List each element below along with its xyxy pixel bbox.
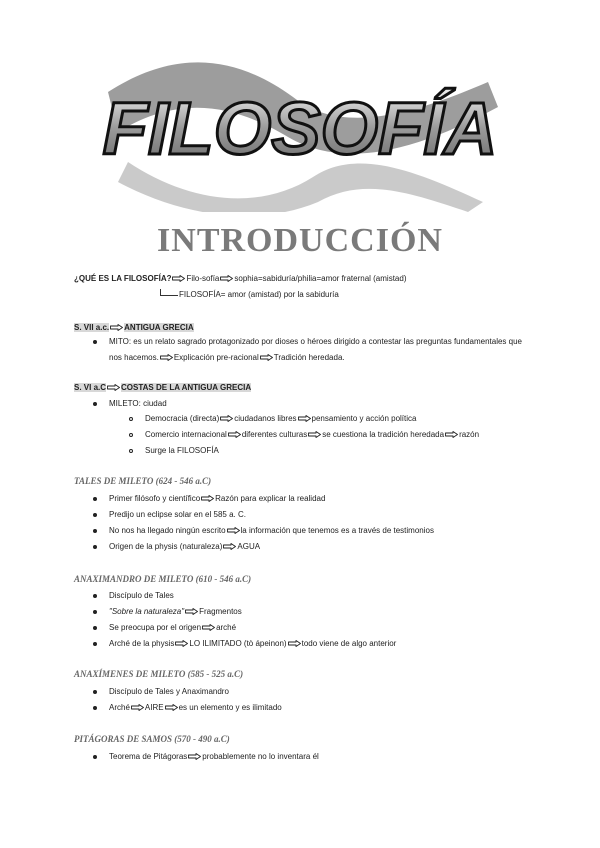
arrow-icon — [110, 324, 123, 331]
list-item: Arché de la physis LO ILIMITADO (tò ápeinon) todo viene de algo anterior — [109, 639, 397, 648]
bullet-icon — [93, 529, 97, 533]
arrow-icon — [227, 527, 240, 534]
bullet-icon — [93, 642, 97, 646]
arrow-icon — [298, 415, 311, 422]
arrow-icon — [228, 431, 241, 438]
bullet-icon — [93, 402, 97, 406]
arrow-icon — [188, 753, 201, 760]
logo-text: FILOSOFÍA — [102, 87, 498, 170]
arrow-icon — [223, 543, 236, 550]
list-item-mito: MITO: es un relato sagrado protagonizado por dioses o héroes dirigido a contestar las preguntas fundamentales que — [109, 337, 522, 346]
bullet-icon — [93, 690, 97, 694]
bullet-icon — [93, 513, 97, 517]
intro-definition-2: FILOSOFÍA= amor (amistad) por la sabiduría — [160, 289, 339, 300]
bullet-icon — [93, 594, 97, 598]
sublist-item: Democracia (directa) ciudadanos libres pensamiento y acción política — [145, 414, 417, 423]
list-item: Se preocupa por el origen arché — [109, 623, 237, 632]
list-item: Teorema de Pitágoras probablemente no lo inventara él — [109, 752, 319, 761]
section-heading-anaximenes: ANAXÍMENES DE MILETO (585 - 525 a.C) — [74, 669, 244, 679]
page-title: INTRODUCCIÓN — [157, 222, 443, 259]
section-heading-anaximandro: ANAXIMANDRO DE MILETO (610 - 546 a.C) — [74, 574, 252, 584]
section-heading-s6: S. VI a.C COSTAS DE LA ANTIGUA GRECIA — [74, 383, 252, 392]
intro-definition: ¿QUÉ ES LA FILOSOFÍA? Filo-sofía sophia=sabiduría/philia=amor fraternal (amistad) — [74, 274, 407, 283]
section-heading-s7: S. VII a.c. ANTIGUA GRECIA — [74, 323, 194, 332]
bullet-icon — [93, 545, 97, 549]
arrow-icon — [288, 640, 301, 647]
question-label: ¿QUÉ ES LA FILOSOFÍA? — [74, 274, 172, 283]
arrow-icon — [260, 354, 273, 361]
list-item-mileto: MILETO: ciudad — [109, 399, 167, 408]
arrow-icon — [185, 608, 198, 615]
list-item: Discípulo de Tales y Anaximandro — [109, 687, 229, 696]
bullet-icon — [93, 497, 97, 501]
section-heading-tales: TALES DE MILETO (624 - 546 a.C) — [74, 476, 212, 486]
arrow-icon — [175, 640, 188, 647]
arrow-icon — [107, 384, 120, 391]
arrow-icon — [220, 275, 233, 282]
list-item: "Sobre la naturaleza" Fragmentos — [109, 607, 242, 616]
list-item: Primer filósofo y científico Razón para explicar la realidad — [109, 494, 326, 503]
arrow-icon — [202, 624, 215, 631]
circle-bullet-icon — [129, 449, 133, 453]
sublist-item: Surge la FILOSOFÍA — [145, 446, 219, 455]
arrow-icon — [160, 354, 173, 361]
list-item: Predijo un eclipse solar en el 585 a. C. — [109, 510, 246, 519]
bullet-icon — [93, 340, 97, 344]
bullet-icon — [93, 610, 97, 614]
list-item-mito-cont: nos hacemos. Explicación pre-racional Tradición heredada. — [109, 353, 345, 362]
bullet-icon — [93, 706, 97, 710]
elbow-arrow-icon — [160, 289, 178, 296]
bullet-icon — [93, 755, 97, 759]
arrow-icon — [220, 415, 233, 422]
arrow-icon — [172, 275, 185, 282]
arrow-icon — [445, 431, 458, 438]
list-item: Discípulo de Tales — [109, 591, 174, 600]
list-item: No nos ha llegado ningún escrito la información que tenemos es a través de testimonios — [109, 526, 434, 535]
filosofia-logo — [88, 52, 512, 212]
arrow-icon — [201, 495, 214, 502]
circle-bullet-icon — [129, 417, 133, 421]
list-item: Arché AIRE es un elemento y es ilimitado — [109, 703, 282, 712]
list-item: Origen de la physis (naturaleza) AGUA — [109, 542, 261, 551]
arrow-icon — [165, 704, 178, 711]
circle-bullet-icon — [129, 433, 133, 437]
bullet-icon — [93, 626, 97, 630]
sublist-item: Comercio internacional diferentes culturas se cuestiona la tradición heredada razón — [145, 430, 480, 439]
arrow-icon — [131, 704, 144, 711]
section-heading-pitagoras: PITÁGORAS DE SAMOS (570 - 490 a.C) — [74, 734, 230, 744]
arrow-icon — [308, 431, 321, 438]
